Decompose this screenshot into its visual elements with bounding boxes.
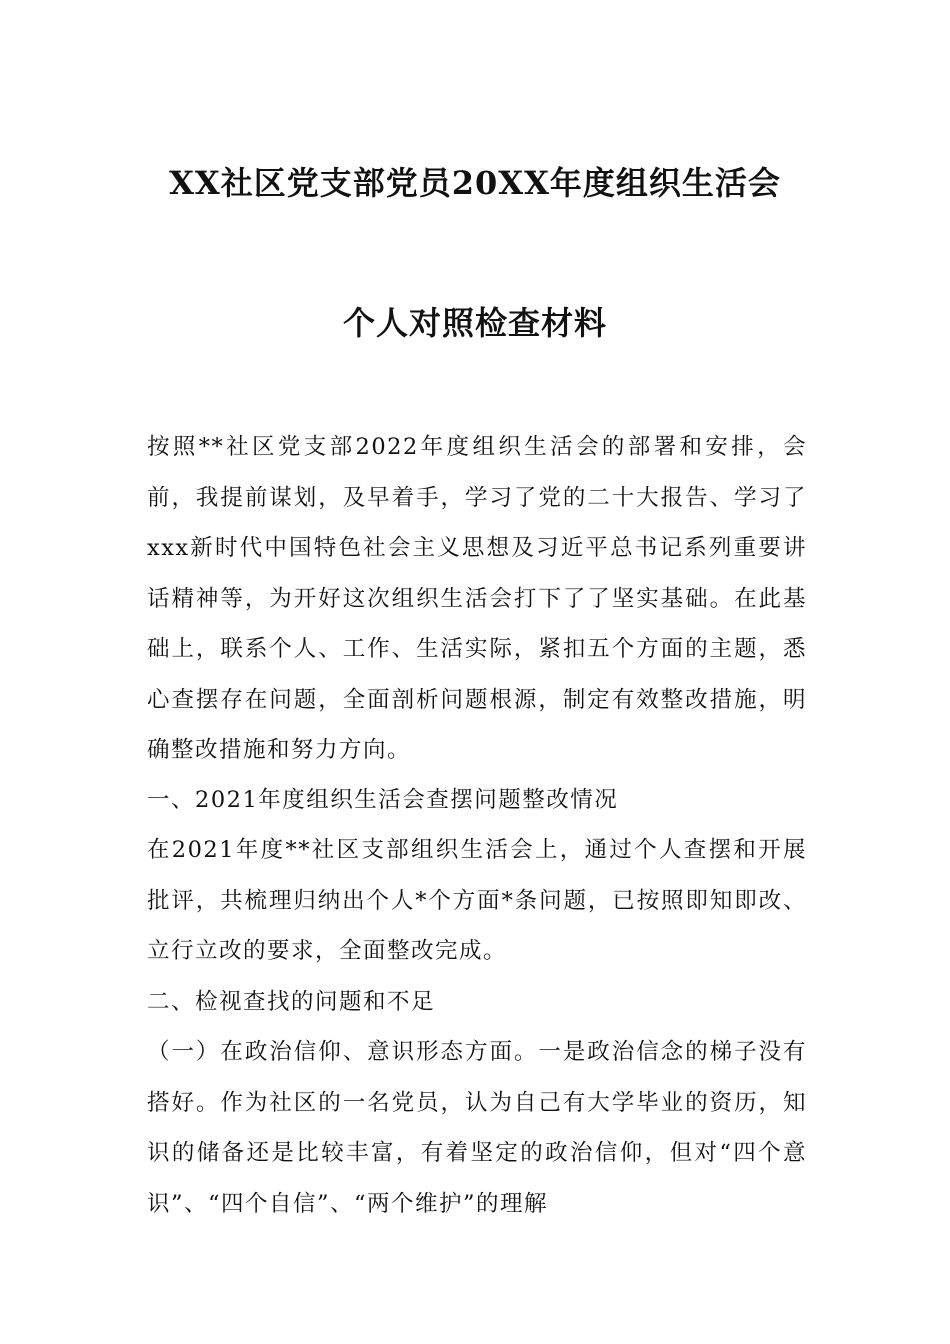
section-2-heading xyxy=(147,977,807,1028)
document-title-line-1: XX社区党支部党员20XX年度组织生活会 xyxy=(169,164,781,202)
section-1-heading xyxy=(147,775,807,826)
intro-text: 按照**社区党支部2022年度组织生活会的部署和安排，会前，我提前谋划，及早着手，学习了党的二十大报告、学习了xxx新时代中国特色社会主义思想及习近平总书记系列重要讲话精神等，为开好这次组织生活会打下了了坚实基础。在此基础上，联系个人、工作、生活实际，紧扣五个方面的主题，悉心查摆存在问题，全面剖析问题根源，制定有效整改措施，明确整改措施和努力方向。 xyxy=(147,434,807,763)
section-1-paragraph xyxy=(147,825,807,977)
section-2-paragraph xyxy=(147,1027,807,1229)
document-title-line-2: 个人对照检查材料 xyxy=(342,304,607,342)
intro-paragraph xyxy=(147,422,807,776)
section-1-text: 在2021年度**社区支部组织生活会上，通过个人查摆和开展批评，共梳理归纳出个人*个方面*条问题，已按照即知即改、立行立改的要求，全面整改完成。 xyxy=(147,837,807,964)
section-2-heading-text: 二、检视查找的问题和不足 xyxy=(147,989,436,1015)
section-2-text: （一）在政治信仰、意识形态方面。一是政治信念的梯子没有搭好。作为社区的一名党员，认为自己有大学毕业的资历，知识的储备还是比较丰富，有着坚定的政治信仰，但对“四个意识”、“四个自信”、“两个维护”的理解 xyxy=(147,1039,807,1217)
section-1-heading-text: 一、2021年度组织生活会查摆问题整改情况 xyxy=(147,787,619,813)
